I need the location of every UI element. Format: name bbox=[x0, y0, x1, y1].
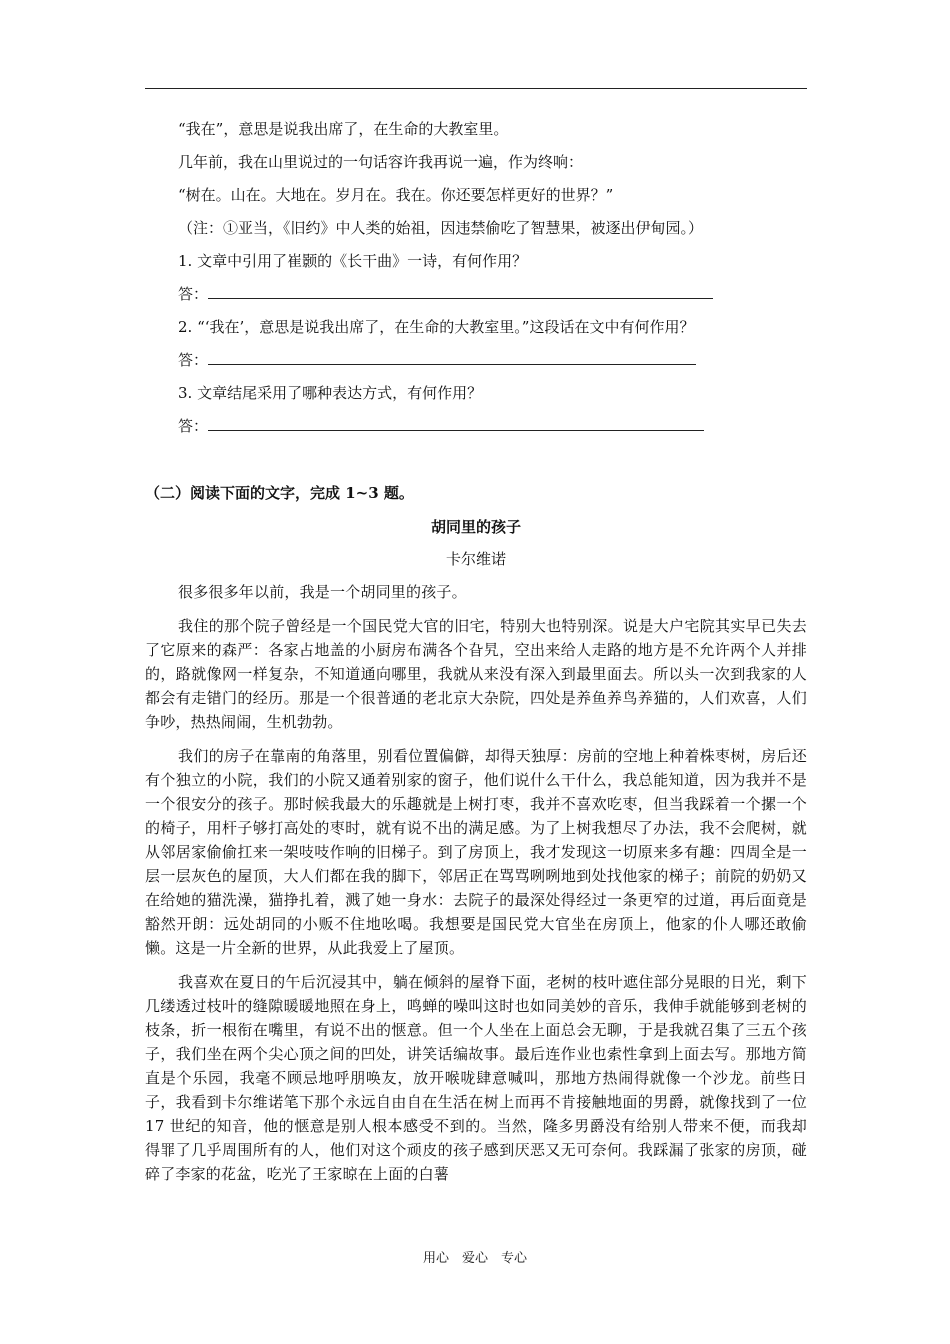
question-3: 3. 文章结尾采用了哪种表达方式，有何作用？ bbox=[178, 384, 483, 402]
paragraph-1: 很多很多年以前，我是一个胡同里的孩子。 bbox=[178, 583, 467, 601]
note-line: （注：①亚当，《旧约》中人类的始祖，因违禁偷吃了智慧果，被逐出伊甸园。） bbox=[178, 219, 704, 237]
paragraph-4: 我喜欢在夏日的午后沉浸其中，躺在倾斜的屋脊下面，老树的枝叶遮住部分晃眼的日光，剩下几缕透过枝叶的缝隙暖暖地照在身上，鸣蝉的噪叫这时也如同美妙的音乐，我伸手就能够到老树的枝条，折一根衔在嘴里，有说不出的惬意。但一个人坐在上面总会无聊，于是我就召集了三五个孩子，我们坐在两个尖心顶之间的凹处，讲笑话编故事。最后连作业也索性拿到上面去写。那地方简直是个乐园，我毫不顾忌地呼朋唤友，放开喉咙肆意喊叫，那地方热闹得就像一个沙龙。前些日子，我看到卡尔维诺笔下那个永远自由自在生活在树上而再不肯接触地面的男爵，就像找到了一位 17 世纪的知音，他的惬意是别人根本感受不到的。当然，隆多男爵没有给别人带来不便，而我却得罪了几乎周围所有的人，他们对这个顽皮的孩子感到厌恶又无可奈何。我踩漏了张家的房顶，碰碎了李家的花盆，吃光了王家晾在上面的白薯 bbox=[145, 973, 807, 1183]
text-line-2: 几年前，我在山里说过的一句话容许我再说一遍，作为终响： bbox=[178, 153, 584, 171]
page-footer: 用心 爱心 专心 bbox=[422, 1251, 527, 1266]
paragraph-3: 我们的房子在靠南的角落里，别看位置偏僻，却得天独厚：房前的空地上种着株枣树，房后还有个独立的小院，我们的小院又通着别家的窗子，他们说什么干什么，我总能知道，因为我并不是一个很安分的孩子。那时候我最大的乐趣就是上树打枣，我并不喜欢吃枣，但当我踩着一个摞一个的椅子，用杆子够打高处的枣时，就有说不出的满足感。为了上树我想尽了办法，我不会爬树，就从邻居家偷偷扛来一架吱吱作响的旧梯子。到了房顶上，我才发现这一切原来多有趣：四周全是一层一层灰色的屋顶，大人们都在我的脚下，邻居正在骂骂咧咧地到处找他家的梯子；前院的奶奶又在给她的猫洗澡，猫挣扎着，溅了她一身水：去院子的最深处得经过一条更窄的过道，再后面竟是豁然开朗：远处胡同的小贩不住地吆喝。我想要是国民党大官坐在房顶上，他家的仆人哪还敢偷懒。这是一片全新的世界，从此我爱上了屋顶。 bbox=[145, 747, 807, 957]
paragraph-2: 我住的那个院子曾经是一个国民党大官的旧宅，特别大也特别深。说是大户宅院其实早已失去了它原来的森严：各家占地盖的小厨房布满各个旮旯，空出来给人走路的地方是不允许两个人并排的，路就像网一样复杂，不知道通向哪里，我就从来没有深入到最里面去。所以头一次到我家的人都会有走错门的经历。那是一个很普通的老北京大杂院，四处是养鱼养鸟养猫的，人们欢喜，人们争吵，热热闹闹，生机勃勃。 bbox=[145, 617, 807, 731]
section-heading: （二）阅读下面的文字，完成 1~3 题。 bbox=[145, 484, 414, 502]
question-1: 1. 文章中引用了崔颢的《长干曲》一诗，有何作用？ bbox=[178, 252, 528, 270]
question-2: 2. “‘我在’，意思是说我出席了，在生命的大教室里。”这段话在文中有何作用？ bbox=[178, 318, 695, 336]
answer-label: 答： bbox=[178, 417, 209, 435]
answer-label: 答： bbox=[178, 351, 209, 369]
answer-2-blank[interactable] bbox=[208, 350, 696, 365]
question-block bbox=[145, 118, 807, 448]
answer-1-blank[interactable] bbox=[208, 284, 713, 299]
answer-3-row bbox=[145, 415, 807, 437]
article-title: 胡同里的孩子 bbox=[430, 518, 521, 536]
answer-label: 答： bbox=[178, 285, 209, 303]
article-body bbox=[145, 580, 807, 1186]
header-rule bbox=[145, 88, 807, 89]
answer-1-row bbox=[145, 283, 807, 305]
text-line-3: “树在。山在。大地在。岁月在。我在。你还要怎样更好的世界？” bbox=[178, 186, 614, 204]
answer-2-row bbox=[145, 349, 807, 371]
text-line-1: “我在”，意思是说我出席了，在生命的大教室里。 bbox=[178, 120, 509, 138]
article-author: 卡尔维诺 bbox=[445, 550, 506, 568]
answer-3-blank[interactable] bbox=[208, 416, 704, 431]
